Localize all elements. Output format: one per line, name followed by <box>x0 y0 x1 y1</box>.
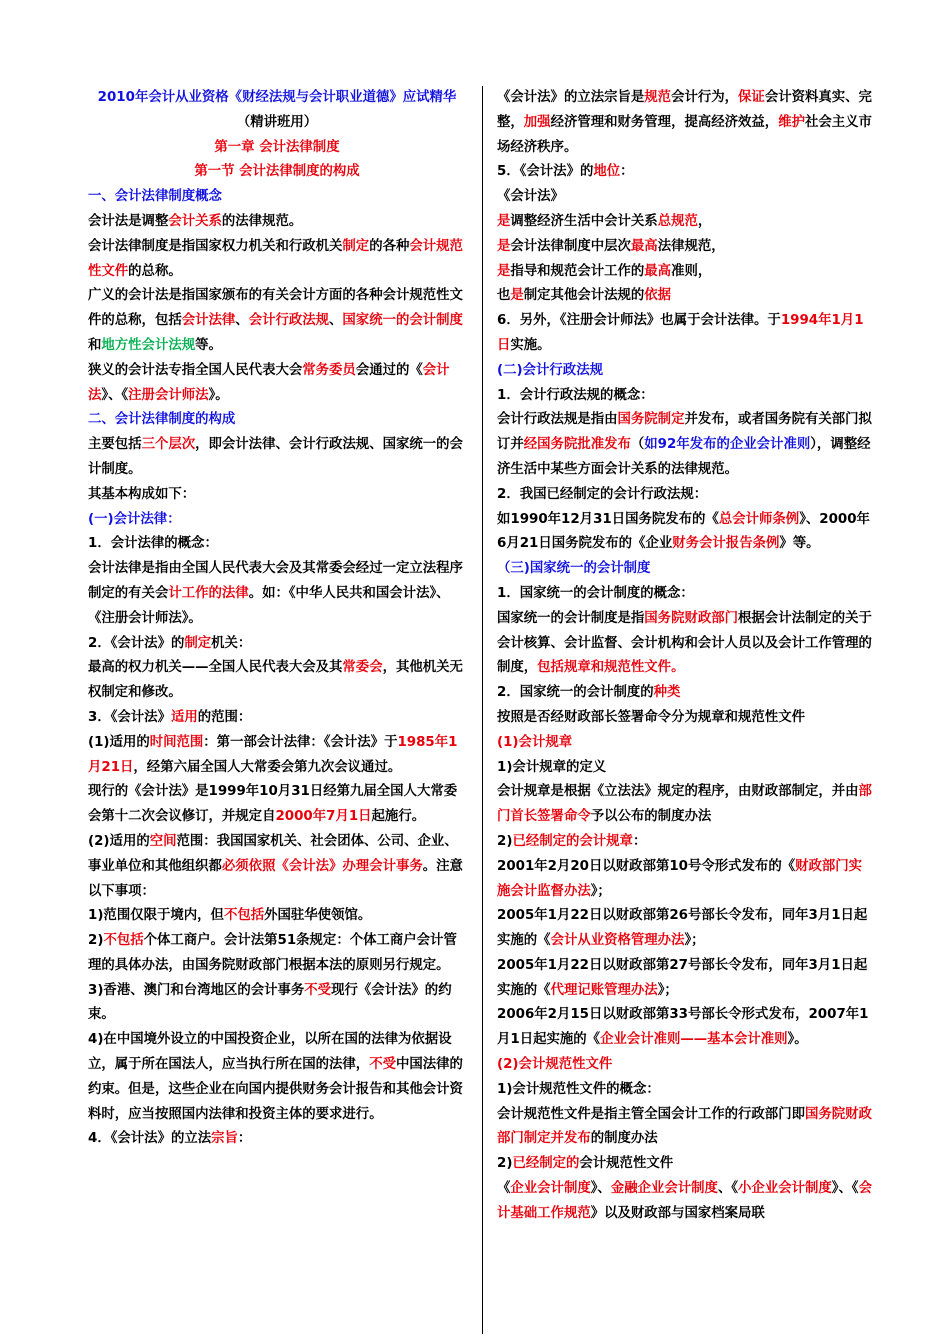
text-run: 社会主义市场经济秩序。 <box>497 114 872 155</box>
highlighted-text: 会计基础工作规范 <box>497 1181 872 1221</box>
highlighted-text: 第一章 会计法律制度 <box>214 139 340 155</box>
highlighted-text: 时间范围 <box>149 734 204 750</box>
left-paragraph <box>88 284 466 358</box>
text-run: 按照是否经财政部长签署命令分为规章和规范性文件 <box>497 709 805 725</box>
highlighted-text: 不受 <box>304 982 332 998</box>
text-run: 》； <box>684 933 705 949</box>
text-run: 主要包括 <box>88 437 142 453</box>
highlighted-text: 保证 <box>738 90 765 105</box>
right-paragraph <box>497 855 875 905</box>
left-paragraph <box>88 185 466 210</box>
highlighted-text: 空间 <box>149 833 177 849</box>
text-run: （ <box>630 437 645 453</box>
left-paragraph <box>88 1028 466 1127</box>
left-paragraph <box>88 557 466 631</box>
highlighted-text: 适用 <box>170 709 198 725</box>
text-run: ），调整经济生活中某些方面会计关系的法律规范。 <box>497 437 871 477</box>
left-paragraph <box>88 929 466 979</box>
text-run: 机关： <box>211 635 252 651</box>
text-run: 5．《会计法》的 <box>497 164 594 180</box>
text-run: 调整经济生活中会计关系 <box>510 213 658 229</box>
highlighted-text: 常委会 <box>342 660 383 676</box>
highlighted-text: 2010年会计从业资格《财经法规与会计职业道德》应试精华 <box>97 90 457 105</box>
highlighted-text: 小企业会计制度 <box>738 1181 832 1197</box>
highlighted-text: 三个层次 <box>141 437 196 453</box>
text-run: 会计规范性文件 <box>579 1156 674 1172</box>
highlighted-text: 已经制定的 <box>512 1156 580 1172</box>
text-run: 的法律规范。 <box>221 213 303 229</box>
right-paragraph <box>497 185 875 210</box>
highlighted-text: 第一节 会计法律制度的构成 <box>194 164 360 180</box>
text-run: 和 <box>88 337 102 353</box>
text-run: 准则， <box>671 263 712 279</box>
text-run: 》； <box>657 982 678 998</box>
highlighted-text: 会计法律 <box>181 313 236 329</box>
text-run: ： <box>632 833 647 849</box>
text-run: 2) <box>88 933 104 949</box>
highlighted-text: 是 <box>497 213 511 229</box>
text-run: 现行的《会计法》是1999年10月31日经第九届全国人大常委会第十二次会议修订，并规定自 <box>88 784 458 825</box>
text-run: ： <box>620 164 634 180</box>
text-run: 》、2000年6月21日国务院发布的《企业 <box>497 511 870 552</box>
highlighted-text: 一、会计法律制度概念 <box>88 189 222 205</box>
text-run: 1)会计规范性文件的概念： <box>497 1081 660 1097</box>
highlighted-text: 国务院财政部门 <box>644 610 739 626</box>
text-run: 。如：《中华人民共和国会计法》、《注册会计师法》。 <box>88 585 450 626</box>
right-paragraph <box>497 1078 875 1103</box>
highlighted-text: 金融企业会计制度 <box>610 1181 718 1197</box>
text-run: 会通过的《 <box>355 362 423 378</box>
text-run: 个体工商户。会计法第51条规定：个体工商户会计管理的具体办法，由国务院财政部门根据本法的原则另行规定。 <box>88 933 457 973</box>
highlighted-text: 总规范 <box>657 213 698 229</box>
right-paragraph <box>497 1053 875 1078</box>
text-run: 的范围： <box>197 709 252 725</box>
highlighted-text: 最高 <box>630 238 658 254</box>
text-run: ：第一部会计法律：《会计法》于 <box>203 734 398 750</box>
left-paragraph <box>88 979 466 1029</box>
highlighted-text: 2000年7月1日 <box>275 809 372 825</box>
text-run: 2．《会计法》的 <box>88 635 185 651</box>
highlighted-text: 财务会计报告条例 <box>672 536 780 552</box>
text-run: 狭义的会计法专指全国人民代表大会 <box>88 362 303 378</box>
right-paragraph <box>497 681 875 706</box>
left-paragraph <box>88 904 466 929</box>
left-paragraph <box>88 408 466 433</box>
highlighted-text: 必须依照《会计法》办理会计事务 <box>221 858 423 874</box>
text-run: 2) <box>497 1156 513 1172</box>
left-paragraph <box>88 830 466 904</box>
text-run: 1．会计行政法规的概念： <box>497 387 654 403</box>
text-run: 《会计法》 <box>497 189 564 205</box>
text-run: 会计行为， <box>671 90 739 105</box>
left-paragraph <box>88 210 466 235</box>
text-run: 2005年1月22日以财政部第26号部长令发布，同年3月1日起实施的《 <box>497 908 868 949</box>
text-run: 1)会计规章的定义 <box>497 759 607 775</box>
text-run: 4．《会计法》的立法 <box>88 1131 212 1147</box>
text-run: 3)香港、澳门和台湾地区的会计事务 <box>88 982 305 998</box>
right-paragraph <box>497 607 875 681</box>
right-paragraph <box>497 508 875 558</box>
text-run: 《 <box>497 1181 511 1197</box>
text-run: (2)适用的 <box>88 833 150 849</box>
highlighted-text: 如92年发布的企业会计准则 <box>644 437 811 453</box>
left-paragraph <box>88 433 466 483</box>
highlighted-text: 地方性会计法规 <box>101 337 196 353</box>
highlighted-text: 会计关系 <box>168 213 222 229</box>
highlighted-text: 是 <box>497 263 511 279</box>
right-paragraph <box>497 284 875 309</box>
text-run: 中国法律的约束。但是，这些企业在向国内提供财务会计报告和其他会计资料时，应当按照国内法律和投资主体的要求进行。 <box>88 1057 463 1122</box>
highlighted-text: 会计规范性文件 <box>88 238 463 279</box>
left-paragraph <box>88 160 466 185</box>
text-run: 6．另外，《注册会计师法》也属于会计法律。于 <box>497 313 781 329</box>
highlighted-text: 包括规章和规范性文件。 <box>537 660 685 676</box>
text-run: 指导和规范会计工作的 <box>510 263 645 279</box>
highlighted-text: 不包括 <box>223 908 265 924</box>
highlighted-text: 部门首长签署命令 <box>497 784 872 825</box>
right-paragraph <box>497 1003 875 1053</box>
text-run: 》。 <box>208 387 229 403</box>
text-run: 也 <box>497 288 511 304</box>
text-run: 的总称。 <box>128 263 182 279</box>
highlighted-text: 国务院制定 <box>617 412 685 428</box>
text-run: 最高的权力机关——全国人民代表大会及其 <box>88 660 343 676</box>
right-paragraph <box>497 582 875 607</box>
left-paragraph <box>88 235 466 285</box>
left-paragraph <box>88 1127 466 1152</box>
text-run: 1．国家统一的会计制度的概念： <box>497 585 694 601</box>
text-run: ： <box>237 1131 252 1147</box>
highlighted-text: 制定 <box>184 635 212 651</box>
highlighted-text: 企业会计准则——基本会计准则 <box>600 1032 788 1048</box>
text-run: ，经第六届全国人大常委会第九次会议通过。 <box>133 759 402 775</box>
text-run: 》、《 <box>101 387 129 403</box>
left-column <box>88 86 466 1152</box>
text-run: 的各种 <box>369 238 410 254</box>
left-paragraph <box>88 111 466 136</box>
text-run: 2001年2月20日以财政部第10号令形式发布的《 <box>497 858 796 874</box>
text-run: 2) <box>497 833 513 849</box>
right-paragraph <box>497 904 875 954</box>
highlighted-text: 财政部门实施会计监督办法 <box>497 858 863 899</box>
left-paragraph <box>88 483 466 508</box>
text-run: 。注意以下事项： <box>88 858 463 899</box>
text-run: 实施。 <box>510 337 551 353</box>
left-paragraph <box>88 86 466 111</box>
right-paragraph <box>497 309 875 359</box>
text-run: 外国驻华使领馆。 <box>264 908 372 924</box>
text-run: 》； <box>590 883 611 899</box>
highlighted-text: 总会计师条例 <box>718 511 800 527</box>
text-run: 2006年2月15日以财政部第33号部长令形式发布，2007年1月1日起实施的《 <box>497 1007 869 1048</box>
text-run: ，其他机关无权制定和修改。 <box>88 660 463 701</box>
highlighted-text: 是 <box>510 288 524 304</box>
text-run: (1)适用的 <box>88 734 150 750</box>
left-paragraph <box>88 508 466 533</box>
text-run: 》。 <box>787 1032 808 1048</box>
text-run: 起施行。 <box>371 809 426 825</box>
right-paragraph <box>497 1152 875 1177</box>
highlighted-text: (二)会计行政法规 <box>497 362 603 378</box>
text-run: 、 <box>235 313 249 329</box>
right-paragraph <box>497 557 875 582</box>
highlighted-text: 会计行政法规 <box>248 313 330 329</box>
text-run: 根据会计法制定的关于会计核算、会计监督、会计机构和会计人员以及会计工作管理的制度， <box>497 610 872 676</box>
highlighted-text: 国家统一的会计制度 <box>342 313 463 329</box>
right-paragraph <box>497 260 875 285</box>
highlighted-text: 地位 <box>593 164 621 180</box>
highlighted-text: 会计从业资格管理办法 <box>550 933 685 949</box>
highlighted-text: 企业会计制度 <box>510 1181 591 1197</box>
text-run: 1．会计法律的概念： <box>88 536 218 552</box>
left-paragraph <box>88 136 466 161</box>
text-run: 并发布，或者国务院有关部门拟订并 <box>497 412 872 453</box>
text-run: 会计规章是根据《立法法》规定的程序，由财政部制定，并由 <box>497 784 859 800</box>
highlighted-text: 注册会计师法 <box>128 387 209 403</box>
text-run: 》、 <box>590 1181 611 1197</box>
right-paragraph <box>497 235 875 260</box>
text-run: （精讲班用） <box>236 114 318 130</box>
text-run: ， <box>697 213 712 229</box>
right-paragraph <box>497 210 875 235</box>
left-paragraph <box>88 656 466 706</box>
right-paragraph <box>497 1177 875 1227</box>
right-paragraph <box>497 1103 875 1153</box>
text-run: 会计法律制度中层次 <box>510 238 631 254</box>
left-paragraph <box>88 780 466 830</box>
right-paragraph <box>497 408 875 482</box>
highlighted-text: 1994年1月1日 <box>497 313 864 353</box>
highlighted-text: 代理记账管理办法 <box>550 982 658 998</box>
right-paragraph <box>497 384 875 409</box>
highlighted-text: 已经制定的会计规章 <box>512 833 633 849</box>
right-paragraph <box>497 706 875 731</box>
text-run: 3．《会计法》 <box>88 709 171 725</box>
text-run: 》等。 <box>779 536 820 552</box>
right-paragraph <box>497 359 875 384</box>
text-run: 制定其他会计法规的 <box>523 288 645 304</box>
highlighted-text: 计工作的法律 <box>168 585 249 601</box>
text-run: 如1990年12月31日国务院发布的《 <box>497 511 719 527</box>
highlighted-text: (一)会计法律： <box>88 511 181 527</box>
highlighted-text: 最高 <box>644 263 672 279</box>
text-run: 会计法是调整 <box>88 213 169 229</box>
left-paragraph <box>88 632 466 657</box>
text-run: 会计行政法规是指由 <box>497 412 618 428</box>
highlighted-text: 经国务院批准发布 <box>523 437 631 453</box>
text-run: 》以及财政部与国家档案局联 <box>590 1205 765 1221</box>
right-paragraph <box>497 780 875 830</box>
highlighted-text: 不包括 <box>103 933 144 949</box>
right-paragraph <box>497 86 875 160</box>
highlighted-text: 国务院财政部门制定并发布 <box>497 1106 872 1147</box>
highlighted-text: (1)会计规章 <box>497 734 573 750</box>
text-run: 2005年1月22日以财政部第27号部长令发布，同年3月1日起实施的《 <box>497 957 868 998</box>
right-paragraph <box>497 483 875 508</box>
text-run: 会计法律制度是指国家权力机关和行政机关 <box>88 238 343 254</box>
text-run: 其基本构成如下： <box>88 486 196 502</box>
highlighted-text: 规范 <box>644 90 672 105</box>
text-run: 《会计法》的立法宗旨是 <box>497 90 645 105</box>
left-paragraph <box>88 359 466 409</box>
text-run: ，即会计法律、会计行政法规、国家统一的会计制度。 <box>88 437 463 477</box>
left-paragraph <box>88 706 466 731</box>
right-paragraph <box>497 830 875 855</box>
text-run: 会计资料真实、完整， <box>497 90 872 130</box>
highlighted-text: 二、会计法律制度的构成 <box>88 412 236 428</box>
text-run: 广义的会计法是指国家颁布的有关会计方面的各种会计规范性文件的总称，包括 <box>88 288 463 329</box>
text-run: 现行《会计法》的约束。 <box>88 982 452 1023</box>
highlighted-text: 制定 <box>342 238 370 254</box>
highlighted-text: 加强 <box>523 114 551 130</box>
text-run: 、 <box>329 313 343 329</box>
text-run: 1)范围仅限于境内，但 <box>88 908 224 924</box>
text-run: 会计规范性文件是指主管全国会计工作的行政部门即 <box>497 1106 805 1122</box>
highlighted-text: 宗旨 <box>211 1131 238 1147</box>
text-run: 2．我国已经制定的会计行政法规： <box>497 486 708 502</box>
highlighted-text: 依据 <box>644 288 672 304</box>
text-run: 法律规范， <box>657 238 725 254</box>
highlighted-text: 维护 <box>778 114 805 130</box>
text-run: 》、《 <box>831 1181 859 1197</box>
right-paragraph <box>497 160 875 185</box>
text-run: 等。 <box>195 337 222 353</box>
left-paragraph <box>88 731 466 781</box>
text-run: 会计法律是指由全国人民代表大会及其常委会经过一定立法程序制定的有关会 <box>88 561 463 601</box>
text-run: 范围：我国国家机关、社会团体、公司、企业、事业单位和其他组织都 <box>88 833 458 874</box>
highlighted-text: 常务委员 <box>302 362 356 378</box>
left-paragraph <box>88 532 466 557</box>
highlighted-text: 会计法 <box>88 362 450 403</box>
highlighted-text: （三)国家统一的会计制度 <box>497 561 651 577</box>
right-paragraph <box>497 954 875 1004</box>
right-paragraph <box>497 756 875 781</box>
text-run: 予以公布的制度办法 <box>590 809 712 825</box>
column-divider <box>482 86 483 1334</box>
text-run: 国家统一的会计制度是指 <box>497 610 645 626</box>
highlighted-text: 种类 <box>653 685 681 701</box>
text-run: 4)在中国境外设立的中国投资企业，以所在国的法律为依据设立，属于所在国法人，应当执行所在国的法律， <box>88 1032 452 1073</box>
text-run: 的制度办法 <box>590 1131 658 1147</box>
right-column <box>497 86 875 1227</box>
text-run: 2．国家统一的会计制度的 <box>497 685 654 701</box>
highlighted-text: (2)会计规范性文件 <box>497 1057 613 1073</box>
highlighted-text: 不受 <box>369 1057 396 1073</box>
highlighted-text: 1985年1月21日 <box>88 734 458 775</box>
right-paragraph <box>497 731 875 756</box>
text-run: 经济管理和财务管理，提高经济效益， <box>550 114 779 130</box>
highlighted-text: 是 <box>497 238 511 254</box>
text-run: 、《 <box>717 1181 739 1197</box>
